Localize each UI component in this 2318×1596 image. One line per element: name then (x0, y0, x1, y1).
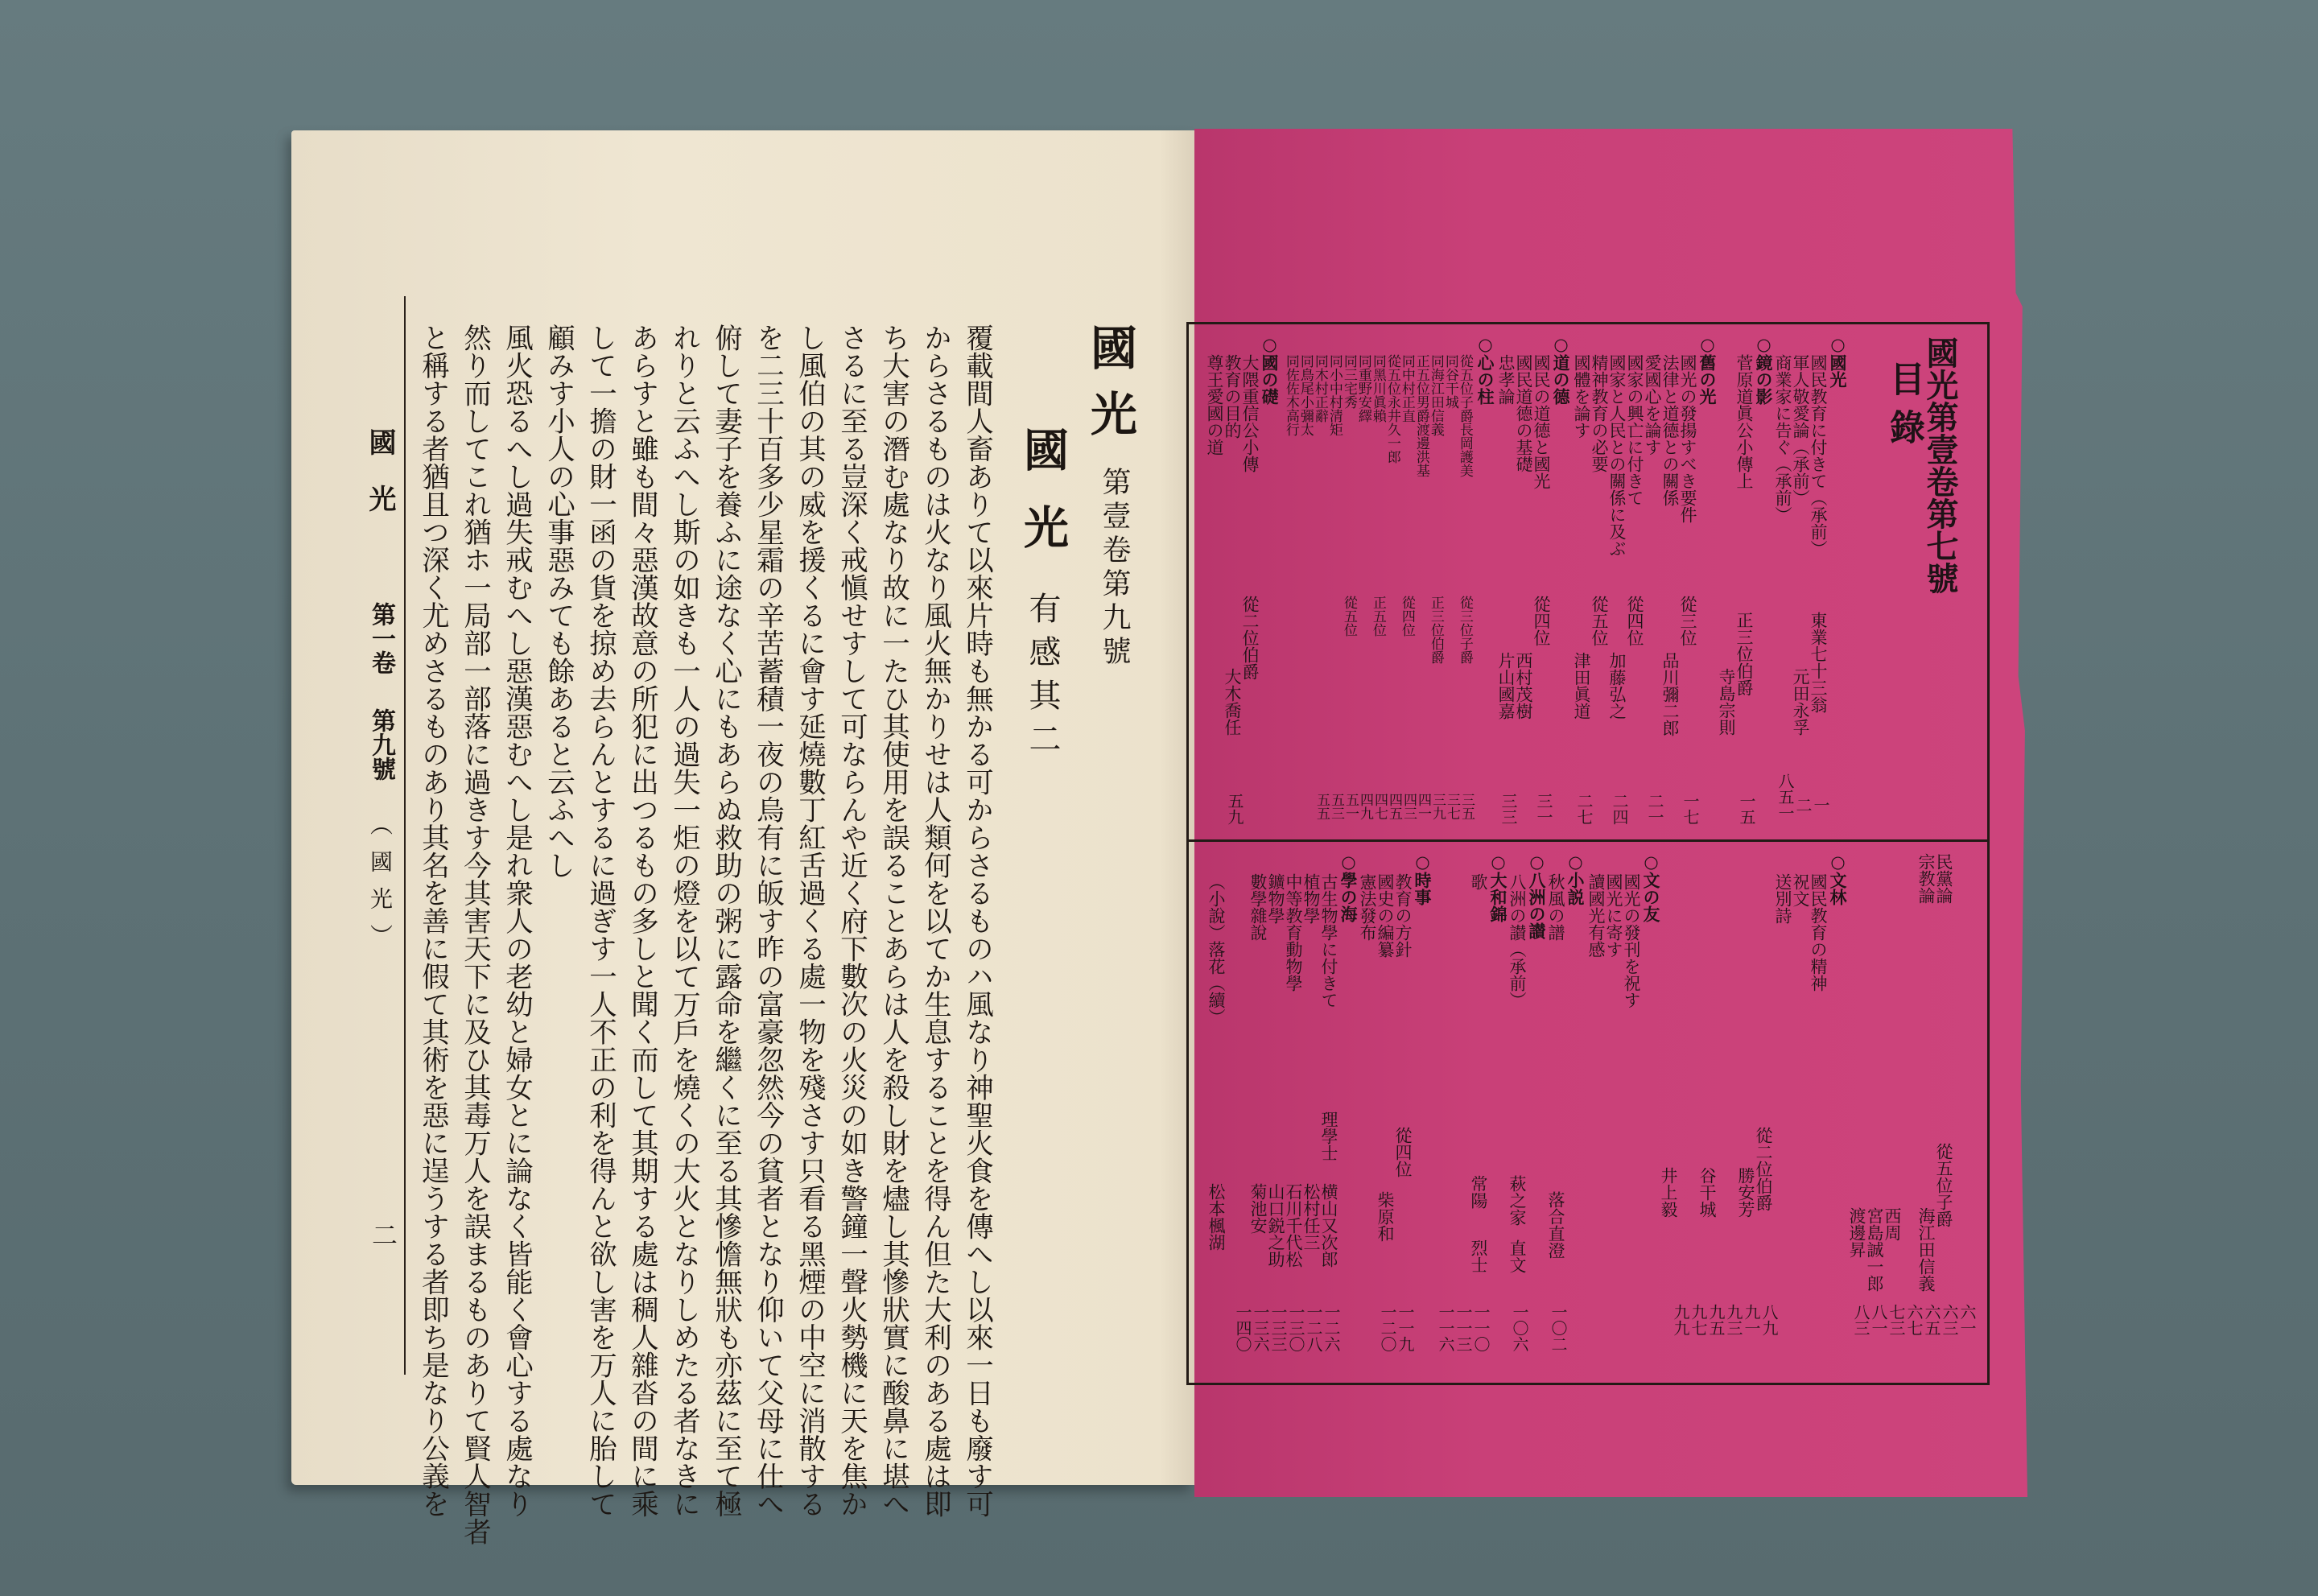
toc-page: 一 (1811, 797, 1830, 813)
toc-page: 九九 (1671, 1304, 1690, 1336)
toc-entry: 歌 (1469, 873, 1489, 890)
toc-page: 一五 (1737, 793, 1756, 825)
toc-section: ○小説 (1565, 852, 1586, 905)
toc-entry: 國體を論す (1572, 354, 1592, 439)
toc-page: 九七 (1689, 1304, 1708, 1336)
toc-author: 勝安芳 (1736, 1167, 1756, 1218)
toc-entry: 八洲の讃（承前） (1508, 873, 1528, 1008)
footer-title: 國光 (364, 428, 396, 541)
toc-page: 八一 (1869, 1304, 1888, 1336)
toc-entry: 同重野安繹 (1355, 354, 1371, 423)
body-column: 覆載間人畜ありて以來片時も無かる可からさるものハ風なり神聖火食を傳へし以來一日も廢す可 (960, 324, 993, 1518)
toc-entry: 國光の發刊を祝す (1622, 873, 1642, 1008)
toc-entry: 國民の道德と國光 (1532, 354, 1552, 489)
toc-entry: 同佐佐木高行 (1282, 354, 1299, 436)
body-column: 然り而してこれ猶ホ一局部一部落に過きす今其害天下に及ひ其毒万人を誤まるものありて賢人智者 (458, 324, 491, 1545)
toc-entry: 鑛物學 (1266, 873, 1286, 924)
toc-author: 津田眞道 (1572, 652, 1592, 720)
toc-entry: 讀國光有感 (1586, 873, 1607, 958)
toc-entry: 法律と道德との關係 (1660, 354, 1681, 506)
toc-page: 三三 (1499, 793, 1518, 825)
footer-number: 第九號 (367, 708, 395, 781)
article-subtitle: 有感其二 (1024, 592, 1061, 765)
toc-entry: 忠孝論 (1496, 354, 1516, 405)
footer-section: （國光） (367, 813, 394, 961)
toc-entry: 大隈重信公小傳 (1240, 354, 1260, 472)
toc-page: 一〇六 (1510, 1304, 1529, 1352)
toc-author: 正三位伯爵 (1734, 612, 1755, 696)
toc-page: 二四 (1610, 793, 1629, 825)
toc-author: 從五位子爵 (1934, 1143, 1954, 1227)
toc-entry: 國家と人民との關係に及ぶ (1607, 354, 1627, 557)
toc-section: ○國の礎 (1260, 334, 1281, 405)
toc-page: 三九 (1429, 793, 1446, 820)
toc-author: 大木喬任 (1223, 668, 1243, 736)
footer-rule (404, 296, 406, 1375)
body-column: 俯して妻子を養ふに途なく心にもあらぬ救助の粥に露命を繼くに至る其慘憺無狀も亦茲に至て極 (709, 324, 742, 1518)
toc-page: 一二八 (1304, 1304, 1323, 1352)
toc-author: 松本楓湖 (1206, 1183, 1227, 1251)
toc-author: 落合直澄 (1546, 1191, 1566, 1259)
article-masthead: 國光 (1083, 324, 1137, 456)
toc-author: 從四位 (1532, 596, 1552, 646)
toc-page: 四九 (1357, 793, 1373, 820)
toc-author: 烈士 (1469, 1239, 1489, 1273)
toc-author: 從四位 (1398, 596, 1415, 637)
toc-author: 元田永孚 (1791, 668, 1811, 736)
toc-entry: 國民教育に付きて（承前） (1809, 354, 1829, 557)
toc-page: 五一 (1343, 793, 1359, 820)
toc-page: 一〇二 (1549, 1304, 1568, 1352)
toc-page: 六五 (1922, 1304, 1941, 1336)
toc-author: 片山國嘉 (1496, 652, 1516, 720)
toc-entry: 菅原道眞公小傳上 (1734, 354, 1755, 489)
toc-entry: 國民道德の基礎 (1514, 354, 1534, 472)
toc-page: 二七 (1574, 793, 1594, 825)
toc-author: 從二位伯爵 (1754, 1127, 1774, 1211)
toc-page: 九一 (1742, 1304, 1761, 1336)
toc-author: 直文 (1508, 1239, 1528, 1273)
toc-page: 八三 (1851, 1304, 1870, 1336)
toc-page: 九五 (1706, 1304, 1726, 1336)
toc-entry: 同黑川眞賴 (1369, 354, 1386, 423)
body-column: し風伯の其の威を援くるに會す延燒數丁紅舌過くる處一物を殘さす只看る黑煙の中空に消散する (793, 324, 826, 1518)
toc-entry: （小說）落花（續） (1206, 873, 1227, 1025)
toc-page: 三一 (1534, 793, 1553, 825)
toc-page: 六一 (1957, 1304, 1977, 1336)
toc-section: ○文林 (1828, 852, 1849, 905)
toc-entry: 教育の方針 (1393, 873, 1413, 958)
toc-entry: 商業家に告ぐ（承前） (1773, 354, 1793, 523)
toc-author: 從五位 (1590, 596, 1610, 646)
toc-page: 六七 (1904, 1304, 1924, 1336)
toc-author: 西村茂樹 (1514, 652, 1534, 720)
toc-entry: 祝文 (1791, 873, 1811, 907)
toc-section: ○鏡の影 (1754, 334, 1775, 405)
footer-volume: 第一卷 (367, 602, 395, 674)
toc-section: ○心の柱 (1475, 334, 1496, 405)
toc-entry: 國光の發揚すべき要件 (1678, 354, 1698, 523)
toc-author: 寺島宗則 (1717, 668, 1737, 736)
toc-page: 八五一 (1776, 773, 1795, 821)
toc-author: 從三位子爵 (1456, 596, 1473, 664)
toc-page: 三五 (1458, 793, 1475, 820)
toc-entry: 同小中村清矩 (1326, 354, 1343, 436)
toc-author: 渡邊昇 (1847, 1207, 1867, 1258)
toc-author: 井上毅 (1659, 1167, 1679, 1218)
body-column: ち大害の潛む處なり故に一たひ其使用を誤ることあらは人を殺し財を燼し其慘狀實に酸鼻に堪へ (876, 324, 909, 1518)
toc-author: 横山又次郎 (1319, 1183, 1339, 1268)
toc-author: 谷干城 (1697, 1167, 1718, 1218)
toc-entry: 從五位子爵長岡護美 (1456, 354, 1473, 477)
toc-entry: 國民教育の精神 (1809, 873, 1829, 992)
toc-entry: 宗教論 (1916, 853, 1936, 904)
toc-entry: 同海江田信義 (1427, 354, 1444, 436)
body-column: して一擔の財一函の貨を掠め去らんとするに過ぎす一人不正の利を得んと欲し害を万人に胎して (584, 324, 617, 1518)
toc-entry: 愛國心を論す (1643, 354, 1663, 456)
toc-section: ○學の海 (1338, 852, 1359, 922)
toc-page: 五五 (1314, 793, 1330, 820)
toc-author: 從四位 (1393, 1127, 1413, 1177)
toc-author: 石川千代松 (1284, 1183, 1304, 1268)
toc-entry: 國史の編纂 (1376, 873, 1396, 958)
contents-divider (1186, 839, 1990, 842)
page-number: 二 (368, 1222, 398, 1248)
toc-entry: 從五位永井久一郎 (1384, 354, 1400, 464)
toc-author: 理學士 (1319, 1111, 1339, 1161)
toc-section: ○文の友 (1641, 852, 1662, 922)
toc-author: 從三位 (1678, 596, 1698, 646)
toc-author: 加藤弘之 (1607, 652, 1627, 720)
article-title: 國光 (1017, 427, 1070, 581)
body-column: あらすと雖も間々惡漢故意の所犯に出つるもの多しと聞く而して其期する處は稠人雜沓の間に乘 (625, 324, 658, 1518)
toc-page: 一二〇 (1378, 1304, 1397, 1352)
toc-page: 二一 (1645, 793, 1664, 825)
toc-entry: 植物學 (1301, 873, 1322, 924)
toc-page: 一七 (1681, 793, 1700, 825)
toc-page: 四五 (1386, 793, 1402, 820)
toc-page: 七三 (1887, 1304, 1906, 1336)
toc-entry: 數學雜說 (1248, 873, 1268, 941)
toc-page: 一三〇 (1286, 1304, 1305, 1352)
toc-page: 一一九 (1396, 1304, 1415, 1352)
toc-page: 一一六 (1436, 1304, 1455, 1352)
toc-page: 一一三 (1454, 1304, 1473, 1352)
toc-page: 九三 (1724, 1304, 1743, 1336)
toc-entry: 軍人敬愛論（承前） (1791, 354, 1811, 506)
toc-section: ○八洲の讃 (1527, 852, 1548, 939)
toc-entry: 同谷干城 (1442, 354, 1458, 409)
issue-heading: 第壹卷第九號 (1098, 467, 1131, 670)
toc-page: 一四〇 (1233, 1304, 1252, 1352)
body-column: 顧みす小人の心事惡みても餘あると云ふへし (542, 324, 575, 879)
toc-page: 一三六 (1251, 1304, 1270, 1352)
toc-author: 宮島誠一郎 (1865, 1207, 1885, 1292)
toc-section: ○大和錦 (1488, 852, 1509, 922)
toc-author: 從四位 (1625, 596, 1645, 646)
toc-author: 正三位伯爵 (1427, 596, 1444, 664)
toc-entry: 古生物學に付きて (1319, 873, 1339, 1008)
toc-entry: 同鳥尾小彌太 (1297, 354, 1314, 436)
toc-entry: 同中村正直 (1398, 354, 1415, 423)
toc-entry: 國家の興亡に付きて (1625, 354, 1645, 506)
toc-author: 西周 (1883, 1207, 1903, 1241)
toc-page: 八九 (1759, 1304, 1779, 1336)
toc-entry: 同木村正辭 (1311, 354, 1328, 423)
toc-page: 五九 (1225, 793, 1244, 825)
body-column: さるに至る豈深く戒愼せすして可ならんや近く府下數次の火災の如き警鐘一聲火勢機に天を焦か (835, 324, 868, 1518)
toc-page: 三七 (1444, 793, 1460, 820)
toc-author: 正五位 (1369, 596, 1386, 637)
toc-section: ○道の德 (1551, 334, 1572, 405)
toc-page: 一一〇 (1471, 1304, 1491, 1352)
toc-author: 品川彌二郎 (1660, 652, 1681, 736)
toc-entry: 教育の目的 (1223, 354, 1243, 439)
toc-entry: 同三宅秀 (1340, 354, 1357, 409)
body-column: を二三十百多少星霜の辛苦蓄積一夜の烏有に皈す昨の富豪忽然今の貧者となり仰いて父母に仕へ (751, 324, 784, 1518)
toc-entry: 精神教育の必要 (1590, 354, 1610, 472)
toc-entry: 憲法發布 (1358, 873, 1378, 941)
toc-page: 一三三 (1268, 1304, 1288, 1352)
toc-author: 柴原和 (1376, 1191, 1396, 1242)
toc-entry: 尊王愛國の道 (1205, 354, 1225, 456)
body-column: と稱する者猶且つ深く尤めさるものあり其名を善に假て其術を惡に逞うする者即ち是なり公義を (416, 324, 449, 1518)
magazine-title: 國光第壹卷第七號 (1921, 336, 1959, 594)
toc-author: 萩之家 (1508, 1175, 1528, 1226)
toc-author: 海江田信義 (1916, 1207, 1936, 1292)
toc-author: 山口鋭之助 (1266, 1183, 1286, 1268)
toc-entry: 正五位男爵渡邊洪基 (1413, 354, 1429, 477)
toc-page: 四一 (1415, 793, 1431, 820)
toc-author: 東業七十三翁 (1809, 612, 1829, 713)
toc-author: 從五位 (1340, 596, 1357, 637)
toc-section: ○國光 (1828, 334, 1849, 388)
toc-author: 從二位伯爵 (1240, 596, 1260, 680)
toc-page: 二 (1793, 797, 1813, 813)
toc-page: 一二六 (1322, 1304, 1341, 1352)
toc-page: 四三 (1400, 793, 1417, 820)
toc-section: ○舊の光 (1697, 334, 1718, 405)
body-column: 風火恐るへし過失戒むへし惡漢惡むへし是れ衆人の老幼と婦女とに論なく皆能く會心する處なり (500, 324, 533, 1518)
toc-entry: 民黨論 (1934, 853, 1954, 904)
body-column: からさるものは火なり風火無かりせは人類何を以てか生息することを得ん但た大利のある處は即 (918, 324, 951, 1518)
toc-entry: 秋風の譜 (1546, 873, 1566, 941)
body-column: れりと云ふへし斯の如きも一人の過失一炬の燈を以て万戶を燒くの大火となりしめたる者なきに (667, 324, 700, 1518)
contents-heading: 目錄 (1883, 361, 1924, 457)
toc-author: 常陽 (1469, 1175, 1489, 1209)
toc-page: 四七 (1371, 793, 1388, 820)
toc-page: 六三 (1940, 1304, 1959, 1336)
toc-section: ○時事 (1413, 852, 1433, 905)
toc-entry: 中等教育動物學 (1284, 873, 1304, 992)
toc-entry: 送別詩 (1773, 873, 1793, 924)
toc-page: 五三 (1328, 793, 1344, 820)
toc-author: 菊池安 (1248, 1183, 1268, 1234)
toc-author: 松村任三 (1301, 1183, 1322, 1251)
toc-entry: 國光に寄す (1604, 873, 1624, 958)
